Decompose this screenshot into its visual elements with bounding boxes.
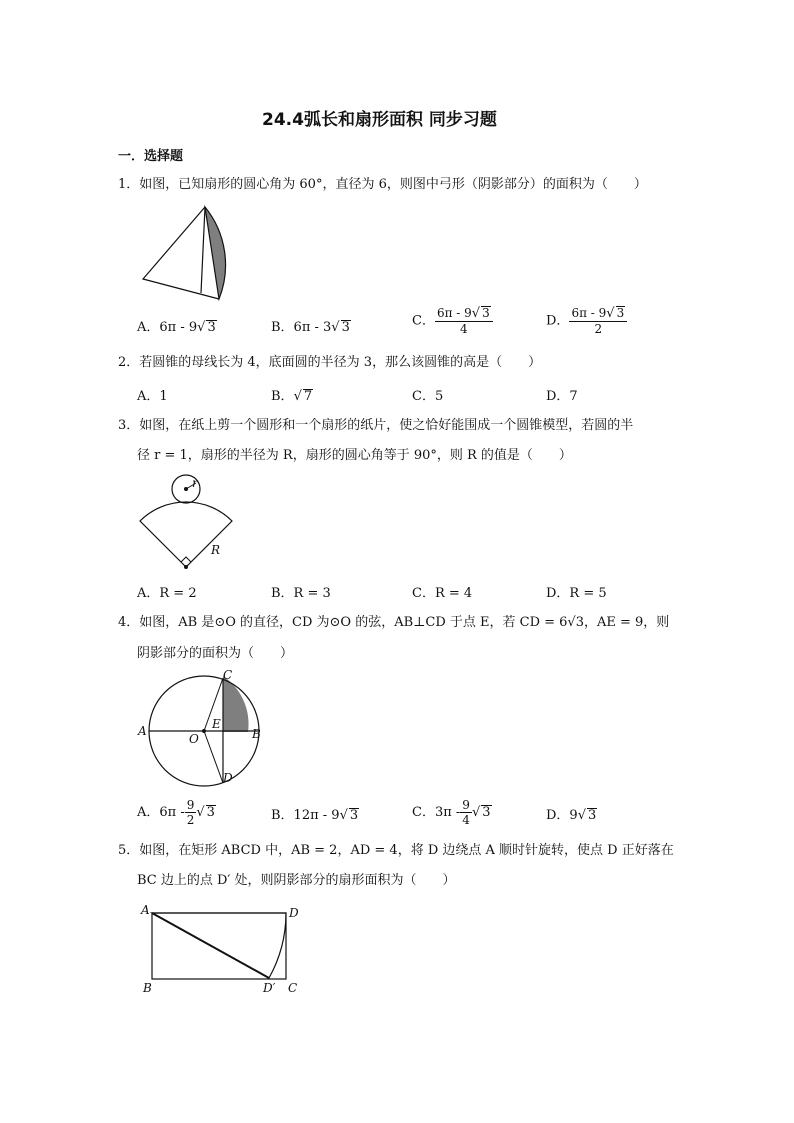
q1-option-d-radicand: 3 — [616, 306, 625, 320]
q3-sector-center — [184, 565, 188, 569]
q2-option-b[interactable]: B．√ 7 — [271, 389, 313, 404]
q1-option-b-text: B．6π - 3 — [271, 320, 332, 335]
section-heading: 一．选择题 — [118, 149, 184, 164]
q4-label-e: E — [212, 717, 221, 731]
q4-label-b: B — [252, 727, 261, 741]
question-5-figure — [135, 900, 310, 1000]
q1-option-a[interactable]: A．6π - 9√ 3 — [137, 320, 216, 335]
q5-label-b: B — [143, 981, 152, 995]
question-1-figure — [135, 200, 245, 305]
question-4-line-2: 阴影部分的面积为（ ） — [137, 646, 294, 661]
q3-option-a[interactable]: A．R = 2 — [137, 586, 197, 601]
q1-option-a-radicand: 3 — [207, 320, 216, 335]
q4-option-b-text: B．12π - 9 — [271, 808, 340, 823]
q4-option-d[interactable]: D．9√ 3 — [546, 808, 597, 823]
q3-label-R: R — [211, 543, 221, 557]
q4-shaded-region — [223, 676, 249, 732]
q3-right-angle-mark — [181, 557, 191, 562]
question-1-text: 1．如图，已知扇形的圆心角为 60°，直径为 6，则图中弓形（阴影部分）的面积为（ ） — [118, 177, 647, 192]
q1-shaded-segment — [205, 207, 226, 299]
q5-label-a: A — [141, 903, 150, 917]
page-title: 24.4弧长和扇形面积 同步习题 — [262, 110, 497, 130]
q5-label-d-prime: D′ — [263, 981, 276, 995]
q4-label-o: O — [189, 732, 199, 746]
q3-option-d[interactable]: D．R = 5 — [546, 586, 607, 601]
q4-radius-od — [204, 731, 223, 783]
q5-label-c: C — [288, 981, 298, 995]
question-4-figure — [135, 668, 270, 790]
q4-option-a-den: 2 — [186, 813, 195, 827]
question-2-text: 2．若圆锥的母线长为 4，底面圆的半径为 3，那么该圆锥的高是（ ） — [118, 355, 542, 370]
q5-rectangle — [152, 913, 286, 979]
q1-option-d-label: D． — [546, 313, 570, 329]
q1-option-b-radicand: 3 — [341, 320, 350, 335]
question-4-line-1: 4．如图，AB 是⊙O 的直径，CD 为⊙O 的弦，AB⊥CD 于点 E，若 CD = 6√3，AE = 9，则 — [118, 615, 670, 630]
q1-option-c[interactable] — [412, 306, 493, 336]
question-3-line-2: 径 r = 1，扇形的半径为 R，扇形的圆心角等于 90°，则 R 的值是（ ） — [137, 448, 572, 463]
q2-option-b-radicand: 7 — [303, 389, 313, 404]
q4-option-a-num: 9 — [186, 798, 195, 812]
q2-option-a[interactable]: A．1 — [137, 389, 168, 404]
q1-option-c-radicand: 3 — [482, 306, 490, 320]
q4-option-d-text: D．9 — [546, 808, 578, 823]
q4-option-b-radicand: 3 — [349, 808, 359, 823]
q4-option-c-den: 4 — [462, 813, 470, 827]
q1-option-c-den: 4 — [460, 322, 468, 336]
q3-option-b[interactable]: B．R = 3 — [271, 586, 331, 601]
question-5-line-1: 5．如图，在矩形 ABCD 中，AB = 2，AD = 4，将 D 边绕点 A 顺时针旋转，使点 D 正好落在 — [118, 843, 674, 858]
q1-option-d[interactable] — [546, 306, 627, 336]
q5-label-d: D — [289, 906, 299, 920]
question-5-line-2: BC 边上的点 D′ 处，则阴影部分的扇形面积为（ ） — [137, 873, 456, 888]
q4-option-c-text: C．3π - — [412, 805, 461, 820]
q4-label-c: C — [223, 668, 233, 682]
q4-label-a: A — [138, 724, 147, 738]
q4-option-a[interactable]: A．6π - $\frac{9}{2}$ √ 3 — [137, 798, 215, 827]
q1-option-c-num: 6π - 9 — [436, 306, 472, 320]
q4-option-a-text: A．6π - — [137, 805, 185, 820]
q4-option-c-num: 9 — [462, 798, 470, 812]
q1-option-d-fraction: $\frac{6\pi - 9√ 3}{2}$ — [569, 306, 627, 336]
q4-option-c-radicand: 3 — [482, 805, 491, 820]
q1-option-c-fraction: $\frac{6\pi - 9√ 3}{4}$ — [435, 306, 493, 336]
q1-option-b[interactable]: B．6π - 3√ 3 — [271, 320, 350, 335]
q4-label-d: D — [223, 771, 233, 785]
q4-option-a-fraction — [185, 798, 197, 827]
q5-sector — [152, 913, 286, 978]
q1-option-d-den: 2 — [594, 322, 603, 336]
q3-label-r: r — [192, 476, 198, 490]
q1-option-d-num: 6π - 9 — [571, 306, 607, 320]
q1-option-c-label: C． — [412, 313, 435, 329]
q4-option-d-radicand: 3 — [588, 808, 597, 823]
q4-option-b[interactable]: B．12π - 9√ 3 — [271, 808, 359, 823]
q4-option-a-radicand: 3 — [206, 805, 215, 820]
q1-inner-line — [201, 207, 205, 293]
q2-option-c[interactable]: C．5 — [412, 389, 444, 404]
q3-option-c[interactable]: C．R = 4 — [412, 586, 473, 601]
question-3-figure — [135, 472, 245, 572]
q1-option-a-text: A．6π - 9 — [137, 320, 198, 335]
q4-option-c[interactable]: C．3π - $\frac{9}{4}$ √ 3 — [412, 798, 491, 827]
q4-option-c-fraction — [460, 798, 472, 827]
question-3-line-1: 3．如图，在纸上剪一个圆形和一个扇形的纸片，使之恰好能围成一个圆锥模型，若圆的半 — [118, 418, 634, 433]
q2-option-d[interactable]: D．7 — [546, 389, 578, 404]
q2-option-b-label: B． — [271, 389, 294, 404]
q4-center-dot — [202, 729, 206, 733]
q5-segment-ad2 — [152, 913, 269, 978]
